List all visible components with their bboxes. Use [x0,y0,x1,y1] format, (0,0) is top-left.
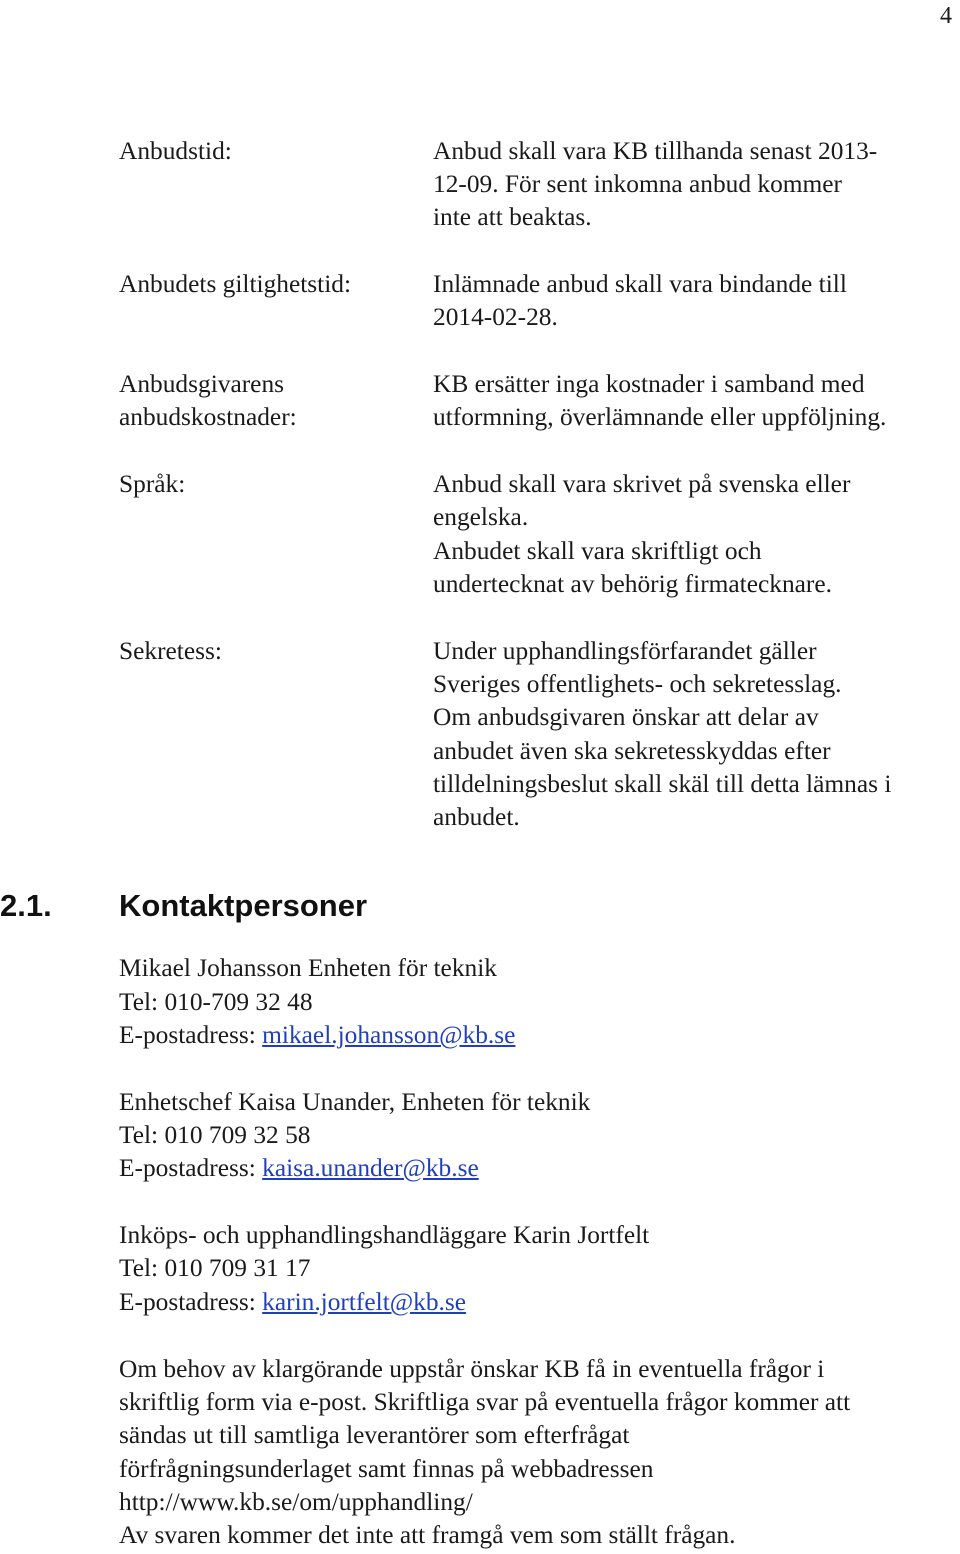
closing-line: Av svaren kommer det inte att framgå vem som ställt frågan. [119,1521,736,1549]
contact-phone: Tel: 010-709 32 48 [119,988,313,1016]
term-value-line: 12-09. För sent inkomna anbud kommer [433,170,843,198]
term-label-anbudskostnader-2: anbudskostnader: [119,403,297,431]
term-label-anbudstid: Anbudstid: [119,137,232,165]
term-value-line: 2014-02-28. [433,303,558,331]
term-value-line: KB ersätter inga kostnader i samband med [433,370,865,398]
contact-phone: Tel: 010 709 31 17 [119,1254,311,1282]
email-label: E-postadress: [119,1154,263,1182]
closing-url: http://www.kb.se/om/upphandling/ [119,1488,473,1516]
term-value-line: tilldelningsbeslut skall skäl till detta lämnas i [433,770,892,798]
term-value-line: utformning, överlämnande eller uppföljning. [433,403,887,431]
section-title: Kontaktpersoner [119,888,368,923]
term-label-anbudskostnader: Anbudsgivarens [119,370,285,398]
page-number: 4 [940,3,952,29]
email-label: E-postadress: [119,1288,263,1316]
term-label-sprak: Språk: [119,470,186,498]
term-label-sekretess: Sekretess: [119,637,222,665]
contact-email-link[interactable]: karin.jortfelt@kb.se [262,1288,467,1316]
contact-email-line [119,1152,479,1185]
contact-name: Inköps- och upphandlingshandläggare Karin Jortfelt [119,1221,650,1249]
contact-name: Mikael Johansson Enheten för teknik [119,954,497,982]
term-value-line: inte att beaktas. [433,203,592,231]
term-value-line: Anbudet skall vara skriftligt och [433,537,762,565]
term-value-line: engelska. [433,503,529,531]
section-number: 2.1. [0,888,52,923]
term-value-line: Inlämnade anbud skall vara bindande till [433,270,847,298]
term-value-line: Anbud skall vara skrivet på svenska eller [433,470,851,498]
term-value-line: undertecknat av behörig firmatecknare. [433,570,832,598]
term-value-line: Under upphandlingsförfarandet gäller [433,637,817,665]
section-heading [0,886,367,926]
term-value-line: anbudet. [433,803,520,831]
email-label: E-postadress: [119,1021,263,1049]
term-value-line: anbudet även ska sekretesskyddas efter [433,737,831,765]
term-value-line: Om anbudsgivaren önskar att delar av [433,703,819,731]
contact-email-link[interactable]: mikael.johansson@kb.se [262,1021,516,1049]
contact-phone: Tel: 010 709 32 58 [119,1121,311,1149]
closing-line: sändas ut till samtliga leverantörer som efterfrågat [119,1421,630,1449]
contact-name: Enhetschef Kaisa Unander, Enheten för teknik [119,1088,591,1116]
contact-email-line [119,1019,515,1052]
term-value-line: Sveriges offentlighets- och sekretesslag. [433,670,842,698]
contact-email-link[interactable]: kaisa.unander@kb.se [262,1154,479,1182]
term-label-giltighetstid: Anbudets giltighetstid: [119,270,352,298]
closing-line: skriftlig form via e-post. Skriftliga svar på eventuella frågor kommer att [119,1388,851,1416]
closing-line: Om behov av klargörande uppstår önskar KB få in eventuella frågor i [119,1355,825,1383]
closing-line: förfrågningsunderlaget samt finnas på webbadressen [119,1455,654,1483]
term-value-line: Anbud skall vara KB tillhanda senast 2013- [433,137,878,165]
contact-email-line [119,1286,466,1319]
